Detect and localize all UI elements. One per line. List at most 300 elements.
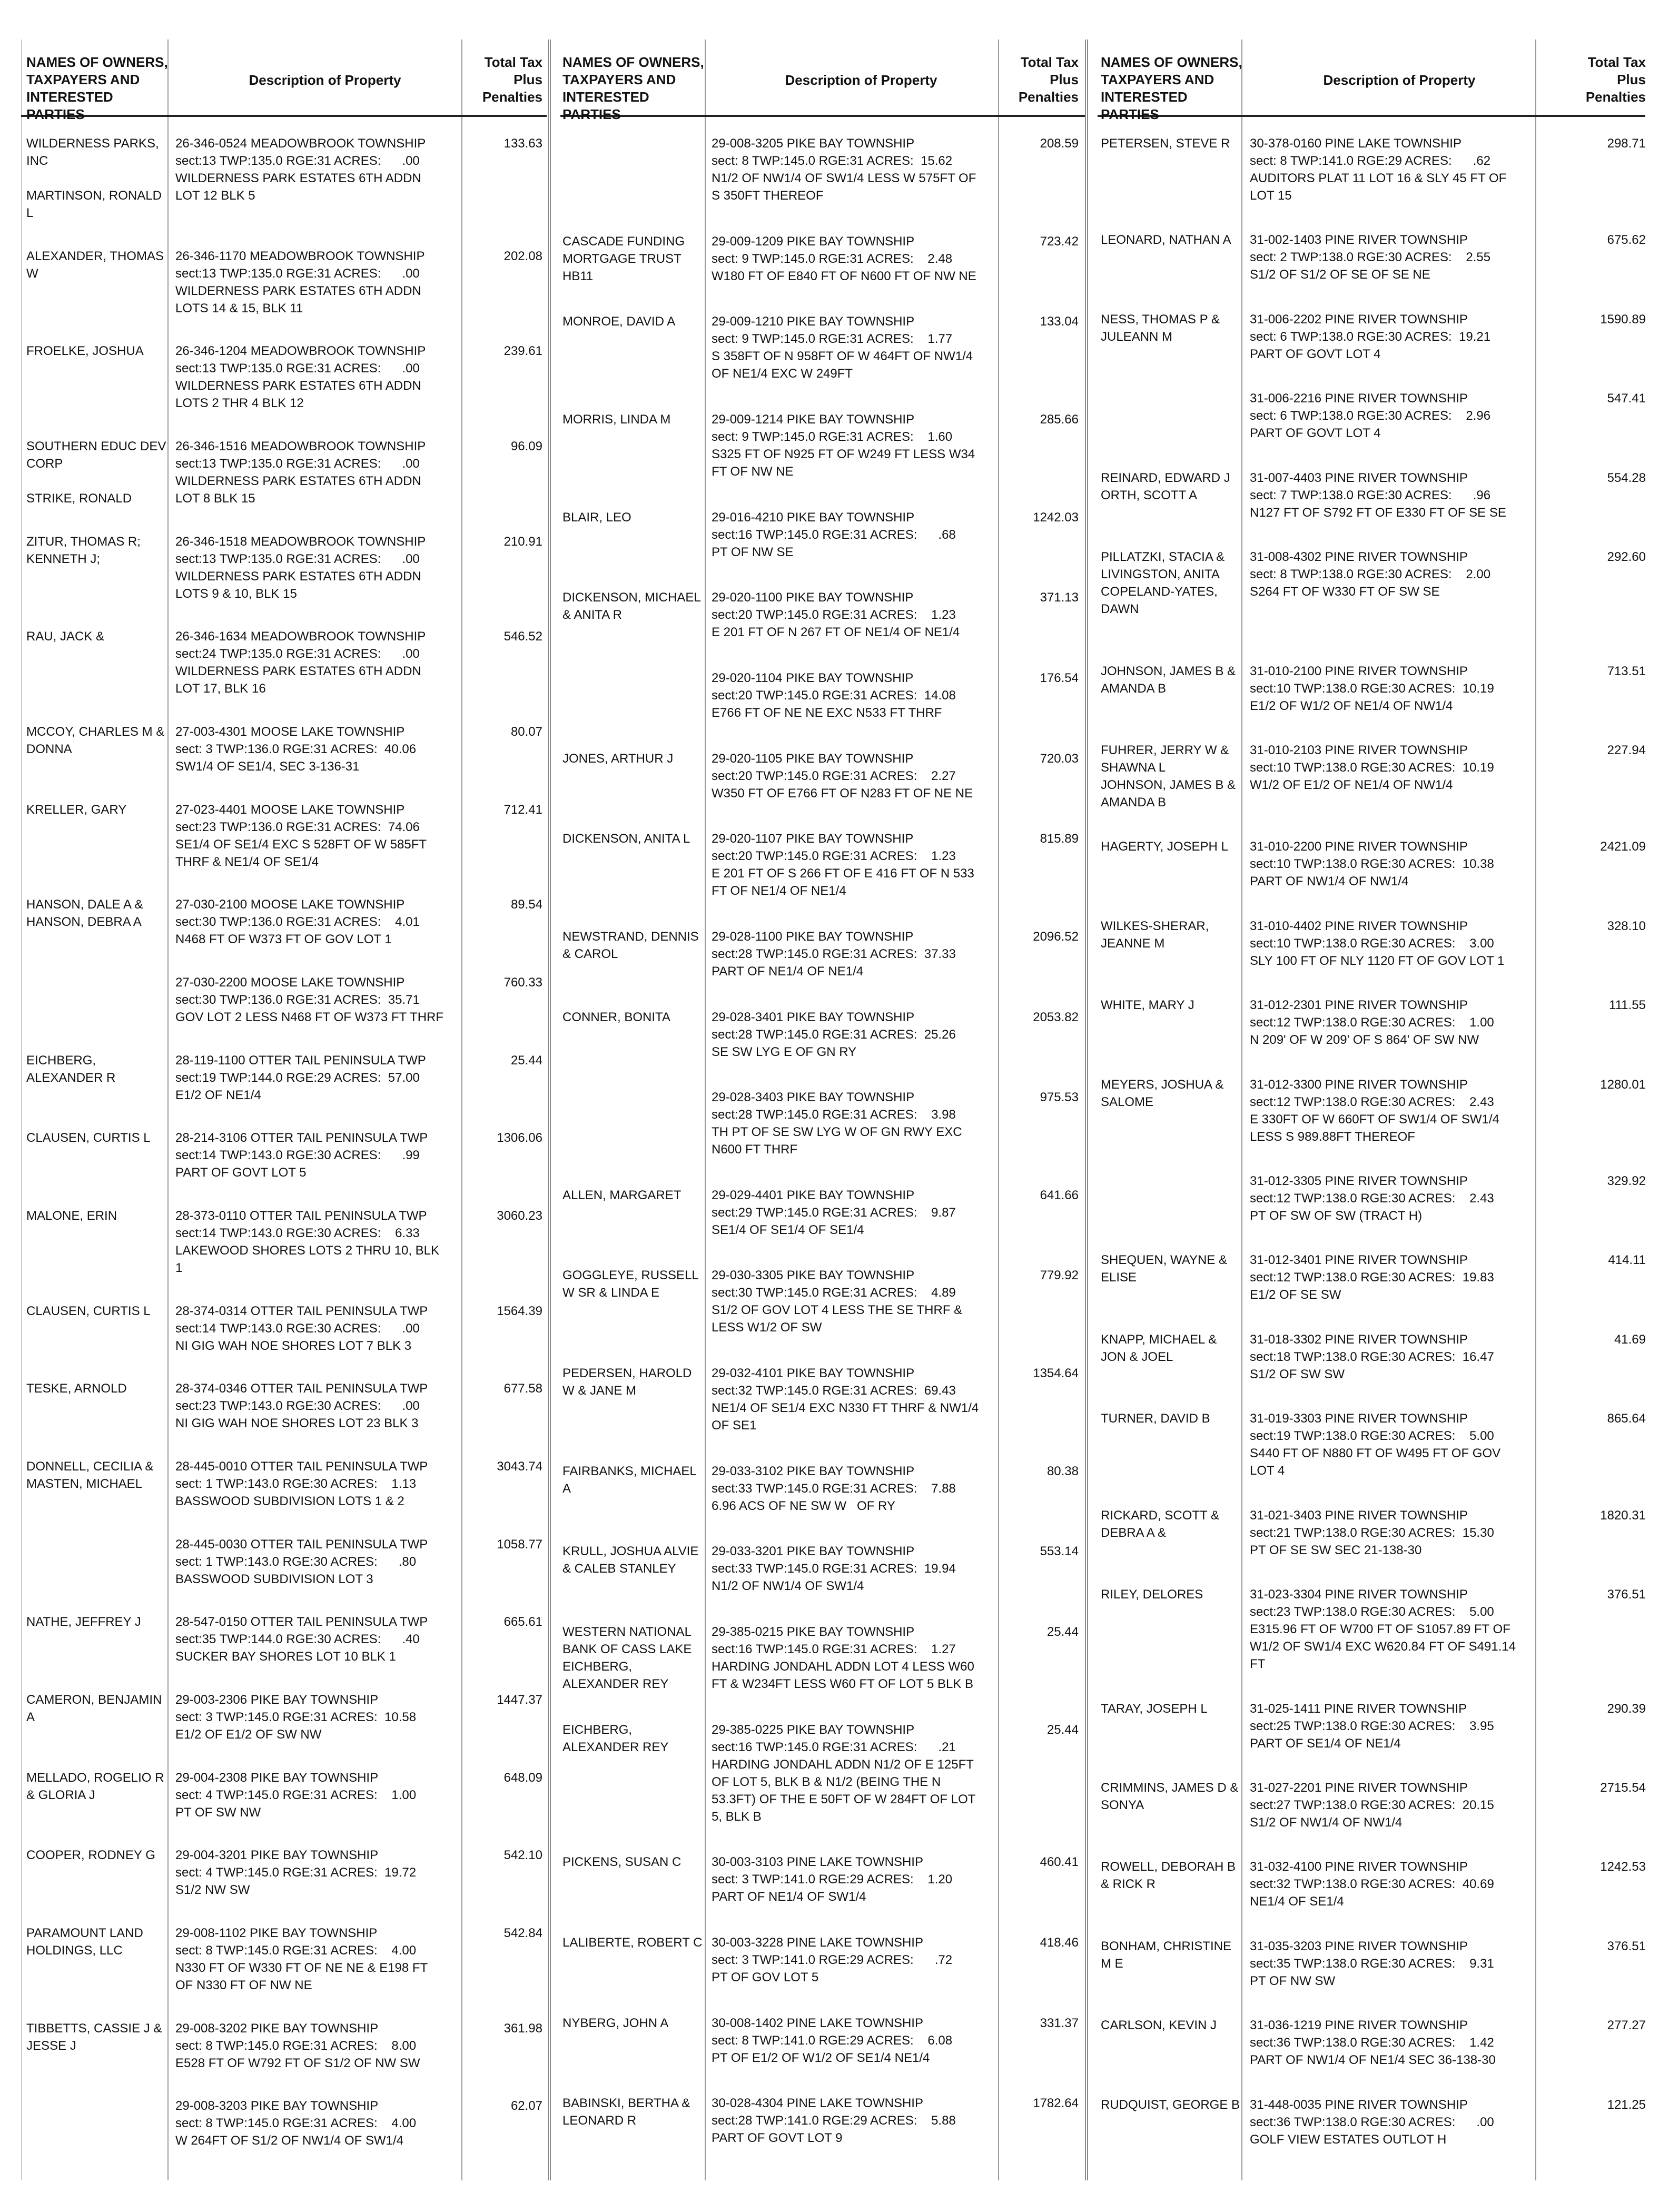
description-line: sect: 6 TWP:138.0 RGE:30 ACRES: 2.96 — [1250, 409, 1491, 423]
description-line: sect: 4 TWP:145.0 RGE:31 ACRES: 1.00 — [175, 1788, 417, 1802]
description-line: sect: 1 TWP:143.0 RGE:30 ACRES: .80 — [175, 1554, 417, 1569]
total-tax-amount: 3043.74 — [497, 1459, 542, 1474]
description-line: sect:21 TWP:138.0 RGE:30 ACRES: 15.30 — [1250, 1525, 1494, 1540]
description-line: E 330FT OF W 660FT OF SW1/4 OF SW1/4 — [1250, 1112, 1499, 1127]
description-line: sect:29 TWP:145.0 RGE:31 ACRES: 9.87 — [712, 1205, 956, 1220]
description-line: sect:13 TWP:135.0 RGE:31 ACRES: .00 — [175, 266, 420, 281]
property-description — [1250, 390, 1538, 442]
description-line: sect:12 TWP:138.0 RGE:30 ACRES: 2.43 — [1250, 1094, 1494, 1109]
owner-name: FROELKE, JOSHUA — [26, 344, 144, 359]
description-line: LAKEWOOD SHORES LOTS 2 THRU 10, BLK — [175, 1243, 440, 1258]
owner-name: FUHRER, JERRY W & SHAWNA L JOHNSON, JAMES B & AMANDA B — [1101, 743, 1236, 809]
description-line: sect:25 TWP:138.0 RGE:30 ACRES: 3.95 — [1250, 1719, 1494, 1733]
description-line: 31-012-3300 PINE RIVER TOWNSHIP — [1250, 1077, 1468, 1092]
description-line: sect:28 TWP:145.0 RGE:31 ACRES: 25.26 — [712, 1027, 956, 1042]
property-description — [712, 830, 1000, 900]
description-line: sect:10 TWP:138.0 RGE:30 ACRES: 10.38 — [1250, 857, 1494, 872]
description-line: NI GIG WAH NOE SHORES LOT 7 BLK 3 — [175, 1338, 412, 1353]
owner-name: ALLEN, MARGARET — [562, 1188, 682, 1202]
owner-name: CARLSON, KEVIN J — [1101, 2018, 1217, 2033]
total-tax-amount: 1564.39 — [497, 1303, 542, 1318]
column-rule — [167, 39, 169, 2180]
description-line: 31-023-3304 PINE RIVER TOWNSHIP — [1250, 1587, 1468, 1602]
total-tax-amount: 290.39 — [1607, 1701, 1646, 1716]
property-description — [175, 1846, 464, 1899]
owner-name: HANSON, DALE A & HANSON, DEBRA A — [26, 897, 143, 930]
total-tax-amount: 2096.52 — [1033, 929, 1079, 944]
owner-name: DICKENSON, ANITA L — [562, 832, 690, 846]
description-line: E528 FT OF W792 FT OF S1/2 OF NW SW — [175, 2056, 420, 2070]
property-description — [175, 896, 464, 948]
description-line: 31-036-1219 PINE RIVER TOWNSHIP — [1250, 2018, 1468, 2033]
description-line: WILDERNESS PARK ESTATES 6TH ADDN — [175, 569, 421, 584]
description-line: sect: 9 TWP:145.0 RGE:31 ACRES: 2.48 — [712, 251, 953, 266]
description-line: OF N330 FT OF NW NE — [175, 1978, 312, 1992]
description-line: OF LOT 5, BLK B & N1/2 (BEING THE N — [712, 1774, 941, 1789]
description-line: 31-012-3401 PINE RIVER TOWNSHIP — [1250, 1253, 1468, 1268]
total-tax-amount: 665.61 — [503, 1615, 542, 1630]
owner-name: LEONARD, NATHAN A — [1101, 233, 1231, 248]
description-line: 53.3FT) OF THE E 50FT OF W 284FT OF LOT — [712, 1792, 976, 1806]
description-line: sect: 9 TWP:145.0 RGE:31 ACRES: 1.77 — [712, 332, 953, 347]
owner-name: SOUTHERN EDUC DEV CORP STRIKE, RONALD — [26, 439, 166, 506]
description-line: W 264FT OF S1/2 OF NW1/4 OF SW1/4 — [175, 2134, 403, 2148]
total-tax-amount: 80.07 — [510, 725, 542, 739]
description-line: AUDITORS PLAT 11 LOT 16 & SLY 45 FT OF — [1250, 171, 1507, 185]
description-line: NE1/4 OF SE1/4 — [1250, 1894, 1344, 1909]
description-line: PART OF GOVT LOT 9 — [712, 2131, 843, 2146]
property-description — [1250, 1858, 1538, 1910]
description-line: BASSWOOD SUBDIVISION LOTS 1 & 2 — [175, 1494, 404, 1508]
property-description — [712, 1463, 1000, 1515]
total-tax-amount: 1447.37 — [497, 1693, 542, 1707]
property-description — [1250, 1507, 1538, 1559]
description-line: 29-032-4101 PIKE BAY TOWNSHIP — [712, 1366, 915, 1381]
description-line: 30-008-1402 PINE LAKE TOWNSHIP — [712, 2016, 923, 2030]
header-owners: NAMES OF OWNERS, TAXPAYERS AND INTERESTED PARTIES — [26, 54, 168, 122]
description-line: E 201 FT OF N 267 FT OF NE1/4 OF NE1/4 — [712, 625, 960, 640]
description-line: 1 — [175, 1261, 183, 1275]
owner-name: TARAY, JOSEPH L — [1101, 1701, 1208, 1716]
property-description — [1250, 2017, 1538, 2069]
owner-name: RUDQUIST, GEORGE B — [1101, 2097, 1240, 2112]
description-line: 31-002-1403 PINE RIVER TOWNSHIP — [1250, 233, 1468, 248]
description-line: sect:14 TWP:143.0 RGE:30 ACRES: .99 — [175, 1148, 420, 1163]
description-line: sect:16 TWP:145.0 RGE:31 ACRES: .21 — [712, 1740, 956, 1754]
total-tax-amount: 677.58 — [503, 1381, 542, 1396]
property-description — [175, 1536, 464, 1588]
description-line: N600 FT THRF — [712, 1142, 798, 1157]
total-tax-amount: 3060.23 — [497, 1209, 542, 1223]
total-tax-amount: 361.98 — [503, 2021, 542, 2036]
property-description — [175, 438, 464, 507]
property-description — [1250, 311, 1538, 363]
property-description — [1250, 231, 1538, 283]
description-line: sect: 3 TWP:141.0 RGE:29 ACRES: 1.20 — [712, 1872, 953, 1887]
owner-name: CASCADE FUNDING MORTGAGE TRUST HB11 — [562, 234, 685, 283]
total-tax-amount: 328.10 — [1607, 919, 1646, 933]
owner-name: COOPER, RODNEY G — [26, 1848, 155, 1863]
owner-name: DICKENSON, MICHAEL & ANITA R — [562, 590, 700, 623]
property-description — [712, 1543, 1000, 1595]
header-owners: NAMES OF OWNERS, TAXPAYERS AND INTERESTED PARTIES — [1101, 54, 1242, 122]
description-line: HARDING JONDAHL ADDN N1/2 OF E 125FT — [712, 1757, 974, 1772]
property-description — [175, 974, 464, 1026]
description-line: S440 FT OF N880 FT OF W495 FT OF GOV — [1250, 1446, 1501, 1461]
property-description — [1250, 838, 1538, 890]
owner-name: ALEXANDER, THOMAS W — [26, 249, 164, 281]
total-tax-amount: 1782.64 — [1033, 2096, 1079, 2111]
description-line: LOT 8 BLK 15 — [175, 491, 255, 506]
description-line: S1/2 OF GOV LOT 4 LESS THE SE THRF & — [712, 1303, 963, 1318]
total-tax-amount: 376.51 — [1607, 1587, 1646, 1602]
owner-name: CONNER, BONITA — [562, 1010, 670, 1024]
description-line: sect:10 TWP:138.0 RGE:30 ACRES: 10.19 — [1250, 681, 1494, 696]
description-line: PT OF NW SW — [1250, 1973, 1336, 1988]
total-tax-amount: 25.44 — [510, 1053, 542, 1068]
description-line: sect:35 TWP:138.0 RGE:30 ACRES: 9.31 — [1250, 1956, 1494, 1971]
total-tax-amount: 547.41 — [1607, 391, 1646, 406]
description-line: 31-008-4302 PINE RIVER TOWNSHIP — [1250, 550, 1468, 565]
description-line: sect:19 TWP:138.0 RGE:30 ACRES: 5.00 — [1250, 1429, 1494, 1444]
description-line: N330 FT OF W330 FT OF NE NE & E198 FT — [175, 1961, 428, 1975]
description-line: sect:13 TWP:135.0 RGE:31 ACRES: .00 — [175, 551, 420, 566]
total-tax-amount: 1280.01 — [1600, 1077, 1646, 1092]
owner-name: NATHE, JEFFREY J — [26, 1615, 141, 1630]
description-line: FT OF NW NE — [712, 464, 794, 479]
description-line: sect:23 TWP:138.0 RGE:30 ACRES: 5.00 — [1250, 1605, 1494, 1619]
total-tax-amount: 554.28 — [1607, 470, 1646, 485]
total-tax-amount: 713.51 — [1607, 664, 1646, 678]
description-line: 31-018-3302 PINE RIVER TOWNSHIP — [1250, 1332, 1468, 1347]
description-line: LOTS 14 & 15, BLK 11 — [175, 301, 303, 315]
header-description: Description of Property — [249, 72, 401, 88]
description-line: W350 FT OF E766 FT OF N283 FT OF NE NE — [712, 786, 973, 801]
owner-name: MCCOY, CHARLES M & DONNA — [26, 725, 165, 756]
total-tax-amount: 648.09 — [503, 1770, 542, 1785]
description-line: 31-006-2216 PINE RIVER TOWNSHIP — [1250, 391, 1468, 406]
owner-name: CAMERON, BENJAMIN A — [26, 1693, 162, 1724]
description-line: S 358FT OF N 958FT OF W 464FT OF NW1/4 — [712, 349, 973, 364]
description-line: THRF & NE1/4 OF SE1/4 — [175, 854, 319, 869]
total-tax-amount: 815.89 — [1040, 832, 1079, 846]
total-tax-amount: 277.27 — [1607, 2018, 1646, 2033]
owner-name: TURNER, DAVID B — [1101, 1411, 1210, 1426]
owner-name: BLAIR, LEO — [562, 510, 631, 525]
description-line: FT OF NE1/4 OF NE1/4 — [712, 884, 846, 898]
total-tax-amount: 25.44 — [1046, 1625, 1079, 1640]
total-tax-amount: 1242.03 — [1033, 510, 1079, 525]
description-line: 28-445-0010 OTTER TAIL PENINSULA TWP — [175, 1459, 428, 1474]
description-line: SUCKER BAY SHORES LOT 10 BLK 1 — [175, 1650, 396, 1664]
property-description — [175, 1613, 464, 1665]
description-line: 30-003-3103 PINE LAKE TOWNSHIP — [712, 1855, 923, 1870]
description-line: 27-030-2100 MOOSE LAKE TOWNSHIP — [175, 897, 405, 912]
description-line: S1/2 NW SW — [175, 1883, 250, 1898]
description-line: WILDERNESS PARK ESTATES 6TH ADDN — [175, 474, 421, 488]
property-description — [712, 135, 1000, 204]
description-line: 26-346-1204 MEADOWBROOK TOWNSHIP — [175, 344, 426, 359]
description-line: 27-023-4401 MOOSE LAKE TOWNSHIP — [175, 802, 405, 817]
header-description: Description of Property — [785, 72, 937, 88]
owner-name: GOGGLEYE, RUSSELL W SR & LINDA E — [562, 1268, 698, 1300]
description-line: sect:30 TWP:145.0 RGE:31 ACRES: 4.89 — [712, 1286, 956, 1300]
owner-name: PARAMOUNT LAND HOLDINGS, LLC — [26, 1926, 143, 1958]
description-line: 6.96 ACS OF NE SW W OF RY — [712, 1498, 895, 1513]
description-line: sect: 3 TWP:136.0 RGE:31 ACRES: 40.06 — [175, 742, 417, 756]
property-description — [1250, 663, 1538, 715]
description-line: 31-448-0035 PINE RIVER TOWNSHIP — [1250, 2097, 1468, 2112]
description-line: 29-020-1104 PIKE BAY TOWNSHIP — [712, 670, 914, 685]
description-line: W180 FT OF E840 FT OF N600 FT OF NW NE — [712, 269, 976, 283]
description-line: PART OF GOVT LOT 4 — [1250, 426, 1381, 441]
property-description — [1250, 469, 1538, 521]
description-line: OF SE1 — [712, 1418, 757, 1433]
description-line: 30-378-0160 PINE LAKE TOWNSHIP — [1250, 136, 1461, 151]
description-line: sect:20 TWP:145.0 RGE:31 ACRES: 2.27 — [712, 768, 956, 783]
description-line: SLY 100 FT OF NLY 1120 FT OF GOV LOT 1 — [1250, 953, 1505, 968]
description-line: PART OF SE1/4 OF NE1/4 — [1250, 1736, 1401, 1751]
description-line: 29-030-3305 PIKE BAY TOWNSHIP — [712, 1268, 915, 1283]
description-line: SE1/4 OF SE1/4 OF SE1/4 — [712, 1222, 864, 1237]
description-line: WILDERNESS PARK ESTATES 6TH ADDN — [175, 171, 421, 185]
description-line: GOV LOT 2 LESS N468 FT OF W373 FT THRF — [175, 1010, 444, 1024]
total-tax-amount: 80.38 — [1046, 1464, 1079, 1478]
total-tax-amount: 542.10 — [503, 1848, 542, 1863]
description-line: 31-019-3303 PINE RIVER TOWNSHIP — [1250, 1411, 1468, 1426]
description-line: sect:10 TWP:138.0 RGE:30 ACRES: 3.00 — [1250, 936, 1494, 951]
description-line: 29-020-1107 PIKE BAY TOWNSHIP — [712, 832, 914, 846]
description-line: sect:20 TWP:145.0 RGE:31 ACRES: 14.08 — [712, 688, 956, 703]
header-owners: NAMES OF OWNERS, TAXPAYERS AND INTERESTED PARTIES — [562, 54, 704, 122]
description-line: 29-008-3202 PIKE BAY TOWNSHIP — [175, 2021, 379, 2036]
property-description — [712, 589, 1000, 641]
owner-name: RAU, JACK & — [26, 629, 105, 644]
property-description — [1250, 1331, 1538, 1383]
property-description — [1250, 1779, 1538, 1831]
description-line: LOTS 2 THR 4 BLK 12 — [175, 396, 304, 411]
description-line: LESS W1/2 OF SW — [712, 1320, 822, 1335]
description-line: 26-346-0524 MEADOWBROOK TOWNSHIP — [175, 136, 426, 151]
description-line: S264 FT OF W330 FT OF SW SE — [1250, 585, 1440, 599]
description-line: E315.96 FT OF W700 FT OF S1057.89 FT OF — [1250, 1622, 1510, 1637]
owner-name: TESKE, ARNOLD — [26, 1381, 127, 1396]
property-description — [712, 750, 1000, 802]
description-line: sect: 1 TWP:143.0 RGE:30 ACRES: 1.13 — [175, 1477, 417, 1491]
column-divider — [548, 39, 551, 2180]
description-line: N127 FT OF S792 FT OF E330 FT OF SE SE — [1250, 505, 1506, 520]
property-description — [1250, 548, 1538, 600]
description-line: sect:18 TWP:138.0 RGE:30 ACRES: 16.47 — [1250, 1349, 1494, 1364]
description-line: 29-009-1214 PIKE BAY TOWNSHIP — [712, 412, 915, 427]
description-line: 31-010-2200 PINE RIVER TOWNSHIP — [1250, 840, 1468, 854]
total-tax-amount: 96.09 — [510, 439, 542, 453]
description-line: PART OF NW1/4 OF NW1/4 — [1250, 874, 1409, 889]
total-tax-amount: 2715.54 — [1600, 1780, 1646, 1795]
description-line: sect:35 TWP:144.0 RGE:30 ACRES: .40 — [175, 1632, 420, 1647]
description-line: 28-445-0030 OTTER TAIL PENINSULA TWP — [175, 1537, 428, 1552]
owner-name: MALONE, ERIN — [26, 1209, 117, 1223]
owner-name: BONHAM, CHRISTINE M E — [1101, 1939, 1232, 1971]
total-tax-amount: 712.41 — [503, 802, 542, 817]
description-line: 31-012-3305 PINE RIVER TOWNSHIP — [1250, 1174, 1468, 1188]
description-line: sect: 8 TWP:145.0 RGE:31 ACRES: 4.00 — [175, 2116, 417, 2131]
total-tax-amount: 133.63 — [503, 136, 542, 151]
total-tax-amount: 227.94 — [1607, 743, 1646, 757]
property-description — [712, 411, 1000, 480]
owner-name: WESTERN NATIONAL BANK OF CASS LAKE EICHBERG, ALEXANDER REY — [562, 1625, 692, 1692]
property-description — [712, 1853, 1000, 1905]
owner-name: CRIMMINS, JAMES D & SONYA — [1101, 1780, 1239, 1812]
description-line: S325 FT OF N925 FT OF W249 FT LESS W34 — [712, 447, 975, 461]
owner-name: MORRIS, LINDA M — [562, 412, 671, 427]
total-tax-amount: 208.59 — [1040, 136, 1079, 151]
description-line: LOT 12 BLK 5 — [175, 189, 255, 203]
owner-name: PICKENS, SUSAN C — [562, 1855, 682, 1870]
description-line: sect:30 TWP:136.0 RGE:31 ACRES: 35.71 — [175, 993, 420, 1007]
description-line: S1/2 OF S1/2 OF SE OF SE NE — [1250, 268, 1430, 282]
description-line: OF NE1/4 EXC W 249FT — [712, 367, 853, 381]
property-description — [1250, 742, 1538, 794]
description-line: SW1/4 OF SE1/4, SEC 3-136-31 — [175, 759, 360, 774]
description-line: SE SW LYG E OF GN RY — [712, 1044, 857, 1059]
header-description: Description of Property — [1323, 72, 1476, 88]
total-tax-amount: 418.46 — [1040, 1935, 1079, 1950]
description-line: 28-374-0314 OTTER TAIL PENINSULA TWP — [175, 1303, 428, 1318]
description-line: sect: 9 TWP:145.0 RGE:31 ACRES: 1.60 — [712, 429, 953, 444]
description-line: 29-004-2308 PIKE BAY TOWNSHIP — [175, 1770, 379, 1785]
description-line: W1/2 OF SW1/4 EXC W620.84 FT OF S491.14 — [1250, 1640, 1516, 1654]
owner-name: PETERSEN, STEVE R — [1101, 136, 1230, 151]
description-line: 28-547-0150 OTTER TAIL PENINSULA TWP — [175, 1615, 428, 1630]
description-line: 29-020-1105 PIKE BAY TOWNSHIP — [712, 751, 914, 766]
description-line: 31-032-4100 PINE RIVER TOWNSHIP — [1250, 1860, 1468, 1874]
description-line: WILDERNESS PARK ESTATES 6TH ADDN — [175, 283, 421, 298]
total-tax-amount: 62.07 — [510, 2099, 542, 2114]
description-line: SE1/4 OF SE1/4 EXC S 528FT OF W 585FT — [175, 837, 427, 852]
column-rule — [21, 39, 22, 2180]
description-line: 29-028-3401 PIKE BAY TOWNSHIP — [712, 1010, 915, 1024]
description-line: sect:24 TWP:135.0 RGE:31 ACRES: .00 — [175, 647, 420, 661]
description-line: 29-003-2306 PIKE BAY TOWNSHIP — [175, 1693, 379, 1707]
owner-name: TIBBETTS, CASSIE J & JESSE J — [26, 2021, 162, 2053]
description-line: PT OF SW OF SW (TRACT H) — [1250, 1209, 1423, 1223]
total-tax-amount: 1306.06 — [497, 1131, 542, 1146]
total-tax-amount: 723.42 — [1040, 234, 1079, 249]
description-line: sect:20 TWP:145.0 RGE:31 ACRES: 1.23 — [712, 849, 956, 864]
description-line: 29-008-3205 PIKE BAY TOWNSHIP — [712, 136, 915, 151]
description-line: 31-035-3203 PINE RIVER TOWNSHIP — [1250, 1939, 1468, 1953]
owner-name: EICHBERG, ALEXANDER R — [26, 1053, 116, 1085]
description-line: sect: 8 TWP:145.0 RGE:31 ACRES: 15.62 — [712, 154, 953, 168]
description-line: sect: 7 TWP:138.0 RGE:30 ACRES: .96 — [1250, 488, 1491, 502]
property-description — [712, 1721, 1000, 1825]
description-line: 29-033-3201 PIKE BAY TOWNSHIP — [712, 1544, 915, 1559]
total-tax-amount: 2421.09 — [1600, 840, 1646, 854]
owner-name: SHEQUEN, WAYNE & ELISE — [1101, 1253, 1228, 1285]
description-line: sect:16 TWP:145.0 RGE:31 ACRES: 1.27 — [712, 1642, 956, 1657]
total-tax-amount: 176.54 — [1040, 670, 1079, 685]
description-line: 31-007-4403 PINE RIVER TOWNSHIP — [1250, 470, 1468, 485]
description-line: sect:20 TWP:145.0 RGE:31 ACRES: 1.23 — [712, 608, 956, 623]
description-line: LOT 15 — [1250, 189, 1292, 203]
owner-name: BABINSKI, BERTHA & LEONARD R — [562, 2096, 690, 2128]
property-description — [712, 2095, 1000, 2147]
property-description — [175, 1380, 464, 1432]
property-description — [1250, 1700, 1538, 1752]
description-line: sect:28 TWP:141.0 RGE:29 ACRES: 5.88 — [712, 2114, 956, 2128]
description-line: LESS S 989.88FT THEREOF — [1250, 1129, 1415, 1144]
total-tax-amount: 975.53 — [1040, 1090, 1079, 1105]
description-line: sect:28 TWP:145.0 RGE:31 ACRES: 37.33 — [712, 946, 956, 961]
property-description — [712, 2014, 1000, 2067]
total-tax-amount: 298.71 — [1607, 136, 1646, 151]
description-line: sect:28 TWP:145.0 RGE:31 ACRES: 3.98 — [712, 1108, 956, 1122]
description-line: sect:23 TWP:143.0 RGE:30 ACRES: .00 — [175, 1399, 420, 1414]
description-line: 29-385-0225 PIKE BAY TOWNSHIP — [712, 1722, 915, 1737]
owner-name: NESS, THOMAS P & JULEANN M — [1101, 312, 1220, 344]
description-line: sect:33 TWP:145.0 RGE:31 ACRES: 7.88 — [712, 1481, 956, 1496]
description-line: N1/2 OF NW1/4 OF SW1/4 LESS W 575FT OF — [712, 171, 976, 185]
owner-name: RILEY, DELORES — [1101, 1587, 1203, 1602]
description-line: sect: 4 TWP:145.0 RGE:31 ACRES: 19.72 — [175, 1865, 417, 1880]
description-line: sect:32 TWP:138.0 RGE:30 ACRES: 40.69 — [1250, 1877, 1494, 1892]
description-line: sect:14 TWP:143.0 RGE:30 ACRES: .00 — [175, 1321, 420, 1336]
description-line: sect:16 TWP:145.0 RGE:31 ACRES: .68 — [712, 527, 956, 542]
property-description — [175, 628, 464, 697]
description-line: 30-003-3228 PINE LAKE TOWNSHIP — [712, 1935, 923, 1950]
description-line: sect:19 TWP:144.0 RGE:29 ACRES: 57.00 — [175, 1070, 420, 1085]
total-tax-amount: 2053.82 — [1033, 1010, 1079, 1024]
description-line: S 350FT THEREOF — [712, 189, 824, 203]
description-line: 29-009-1210 PIKE BAY TOWNSHIP — [712, 314, 915, 329]
owner-name: DONNELL, CECILIA & MASTEN, MICHAEL — [26, 1459, 154, 1491]
total-tax-amount: 1590.89 — [1600, 312, 1646, 327]
total-tax-amount: 865.64 — [1607, 1411, 1646, 1426]
property-description — [175, 801, 464, 871]
owner-name: KRELLER, GARY — [26, 802, 127, 817]
description-line: PT OF SE SW SEC 21-138-30 — [1250, 1543, 1422, 1557]
description-line: sect: 8 TWP:141.0 RGE:29 ACRES: 6.08 — [712, 2033, 953, 2048]
total-tax-amount: 133.04 — [1040, 314, 1079, 329]
description-line: E766 FT OF NE NE EXC N533 FT THRF — [712, 705, 942, 720]
owner-name: ROWELL, DEBORAH B & RICK R — [1101, 1860, 1236, 1892]
total-tax-amount: 720.03 — [1040, 751, 1079, 766]
column-rule — [705, 39, 706, 2180]
description-line: sect:36 TWP:138.0 RGE:30 ACRES: .00 — [1250, 2115, 1494, 2129]
property-description — [1250, 917, 1538, 970]
property-description — [175, 533, 464, 603]
owner-name: FAIRBANKS, MICHAEL A — [562, 1464, 696, 1496]
description-line: PART OF NE1/4 OF NE1/4 — [712, 964, 864, 979]
total-tax-amount: 41.69 — [1614, 1332, 1646, 1347]
description-line: PART OF GOVT LOT 5 — [175, 1166, 307, 1180]
owner-name: REINARD, EDWARD J ORTH, SCOTT A — [1101, 470, 1230, 502]
property-description — [175, 2020, 464, 2072]
description-line: S1/2 OF SW SW — [1250, 1367, 1345, 1381]
description-line: PT OF E1/2 OF W1/2 OF SE1/4 NE1/4 — [712, 2050, 930, 2065]
property-description — [712, 1365, 1000, 1434]
total-tax-amount: 542.84 — [503, 1926, 542, 1940]
owner-name: KNAPP, MICHAEL & JON & JOEL — [1101, 1332, 1217, 1364]
property-description — [175, 248, 464, 317]
total-tax-amount: 779.92 — [1040, 1268, 1079, 1283]
description-line: sect:13 TWP:135.0 RGE:31 ACRES: .00 — [175, 457, 420, 471]
description-line: sect: 8 TWP:145.0 RGE:31 ACRES: 4.00 — [175, 1943, 417, 1958]
property-description — [175, 1691, 464, 1743]
property-description — [175, 723, 464, 775]
header-total-tax: Total Tax Plus Penalties — [1018, 54, 1079, 105]
